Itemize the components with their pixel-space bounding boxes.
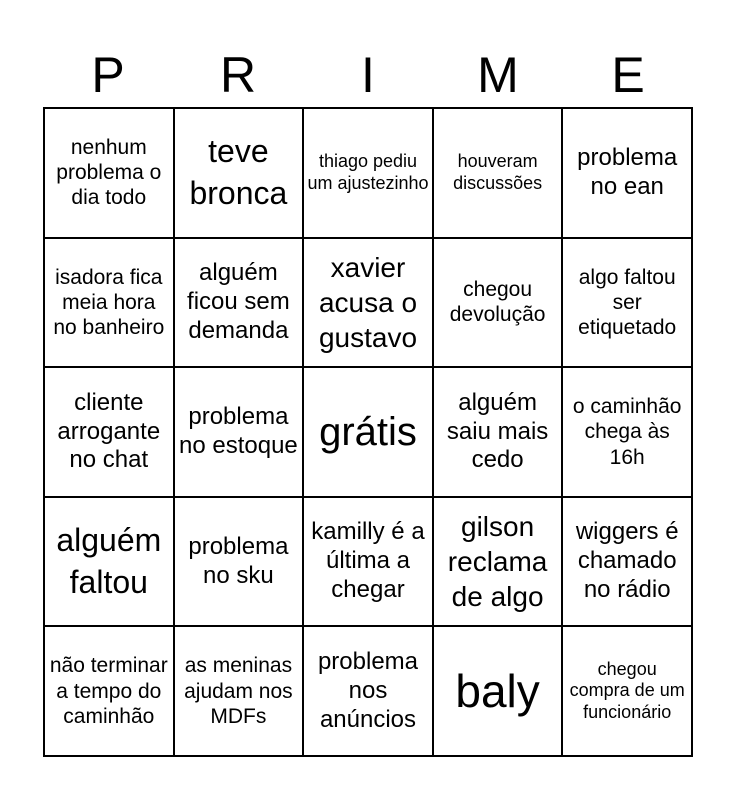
bingo-cell[interactable]: problema no ean <box>562 108 692 238</box>
bingo-card-grid <box>43 107 693 757</box>
bingo-cell[interactable]: nenhum problema o dia todo <box>44 108 174 238</box>
bingo-cell[interactable]: baly <box>433 626 563 756</box>
bingo-cell[interactable]: problema no sku <box>174 497 304 627</box>
header-letter-e: E <box>611 47 645 103</box>
bingo-cell[interactable]: alguém ficou sem demanda <box>174 238 304 368</box>
bingo-cell[interactable]: alguém faltou <box>44 497 174 627</box>
bingo-cell[interactable]: chegou compra de um funcionário <box>562 626 692 756</box>
bingo-free-space[interactable]: grátis <box>303 367 433 497</box>
header-letter-p: P <box>91 47 125 103</box>
bingo-cell[interactable]: thiago pediu um ajustezinho <box>303 108 433 238</box>
bingo-cell[interactable]: kamilly é a última a chegar <box>303 497 433 627</box>
bingo-cell[interactable]: não terminar a tempo do caminhão <box>44 626 174 756</box>
bingo-cell[interactable]: houveram discussões <box>433 108 563 238</box>
bingo-cell[interactable]: gilson reclama de algo <box>433 497 563 627</box>
bingo-cell[interactable]: wiggers é chamado no rádio <box>562 497 692 627</box>
bingo-cell[interactable]: xavier acusa o gustavo <box>303 238 433 368</box>
bingo-header <box>43 44 693 106</box>
bingo-cell[interactable]: problema nos anúncios <box>303 626 433 756</box>
bingo-cell[interactable]: alguém saiu mais cedo <box>433 367 563 497</box>
header-letter-m: M <box>477 47 519 103</box>
header-letter-i: I <box>361 47 375 103</box>
bingo-cell[interactable]: algo faltou ser etiquetado <box>562 238 692 368</box>
bingo-cell[interactable]: cliente arrogante no chat <box>44 367 174 497</box>
bingo-cell[interactable]: problema no estoque <box>174 367 304 497</box>
bingo-cell[interactable]: o caminhão chega às 16h <box>562 367 692 497</box>
bingo-cell[interactable]: isadora fica meia hora no banheiro <box>44 238 174 368</box>
header-letter-r: R <box>219 47 257 103</box>
bingo-cell[interactable]: as meninas ajudam nos MDFs <box>174 626 304 756</box>
bingo-cell[interactable]: teve bronca <box>174 108 304 238</box>
bingo-cell[interactable]: chegou devolução <box>433 238 563 368</box>
